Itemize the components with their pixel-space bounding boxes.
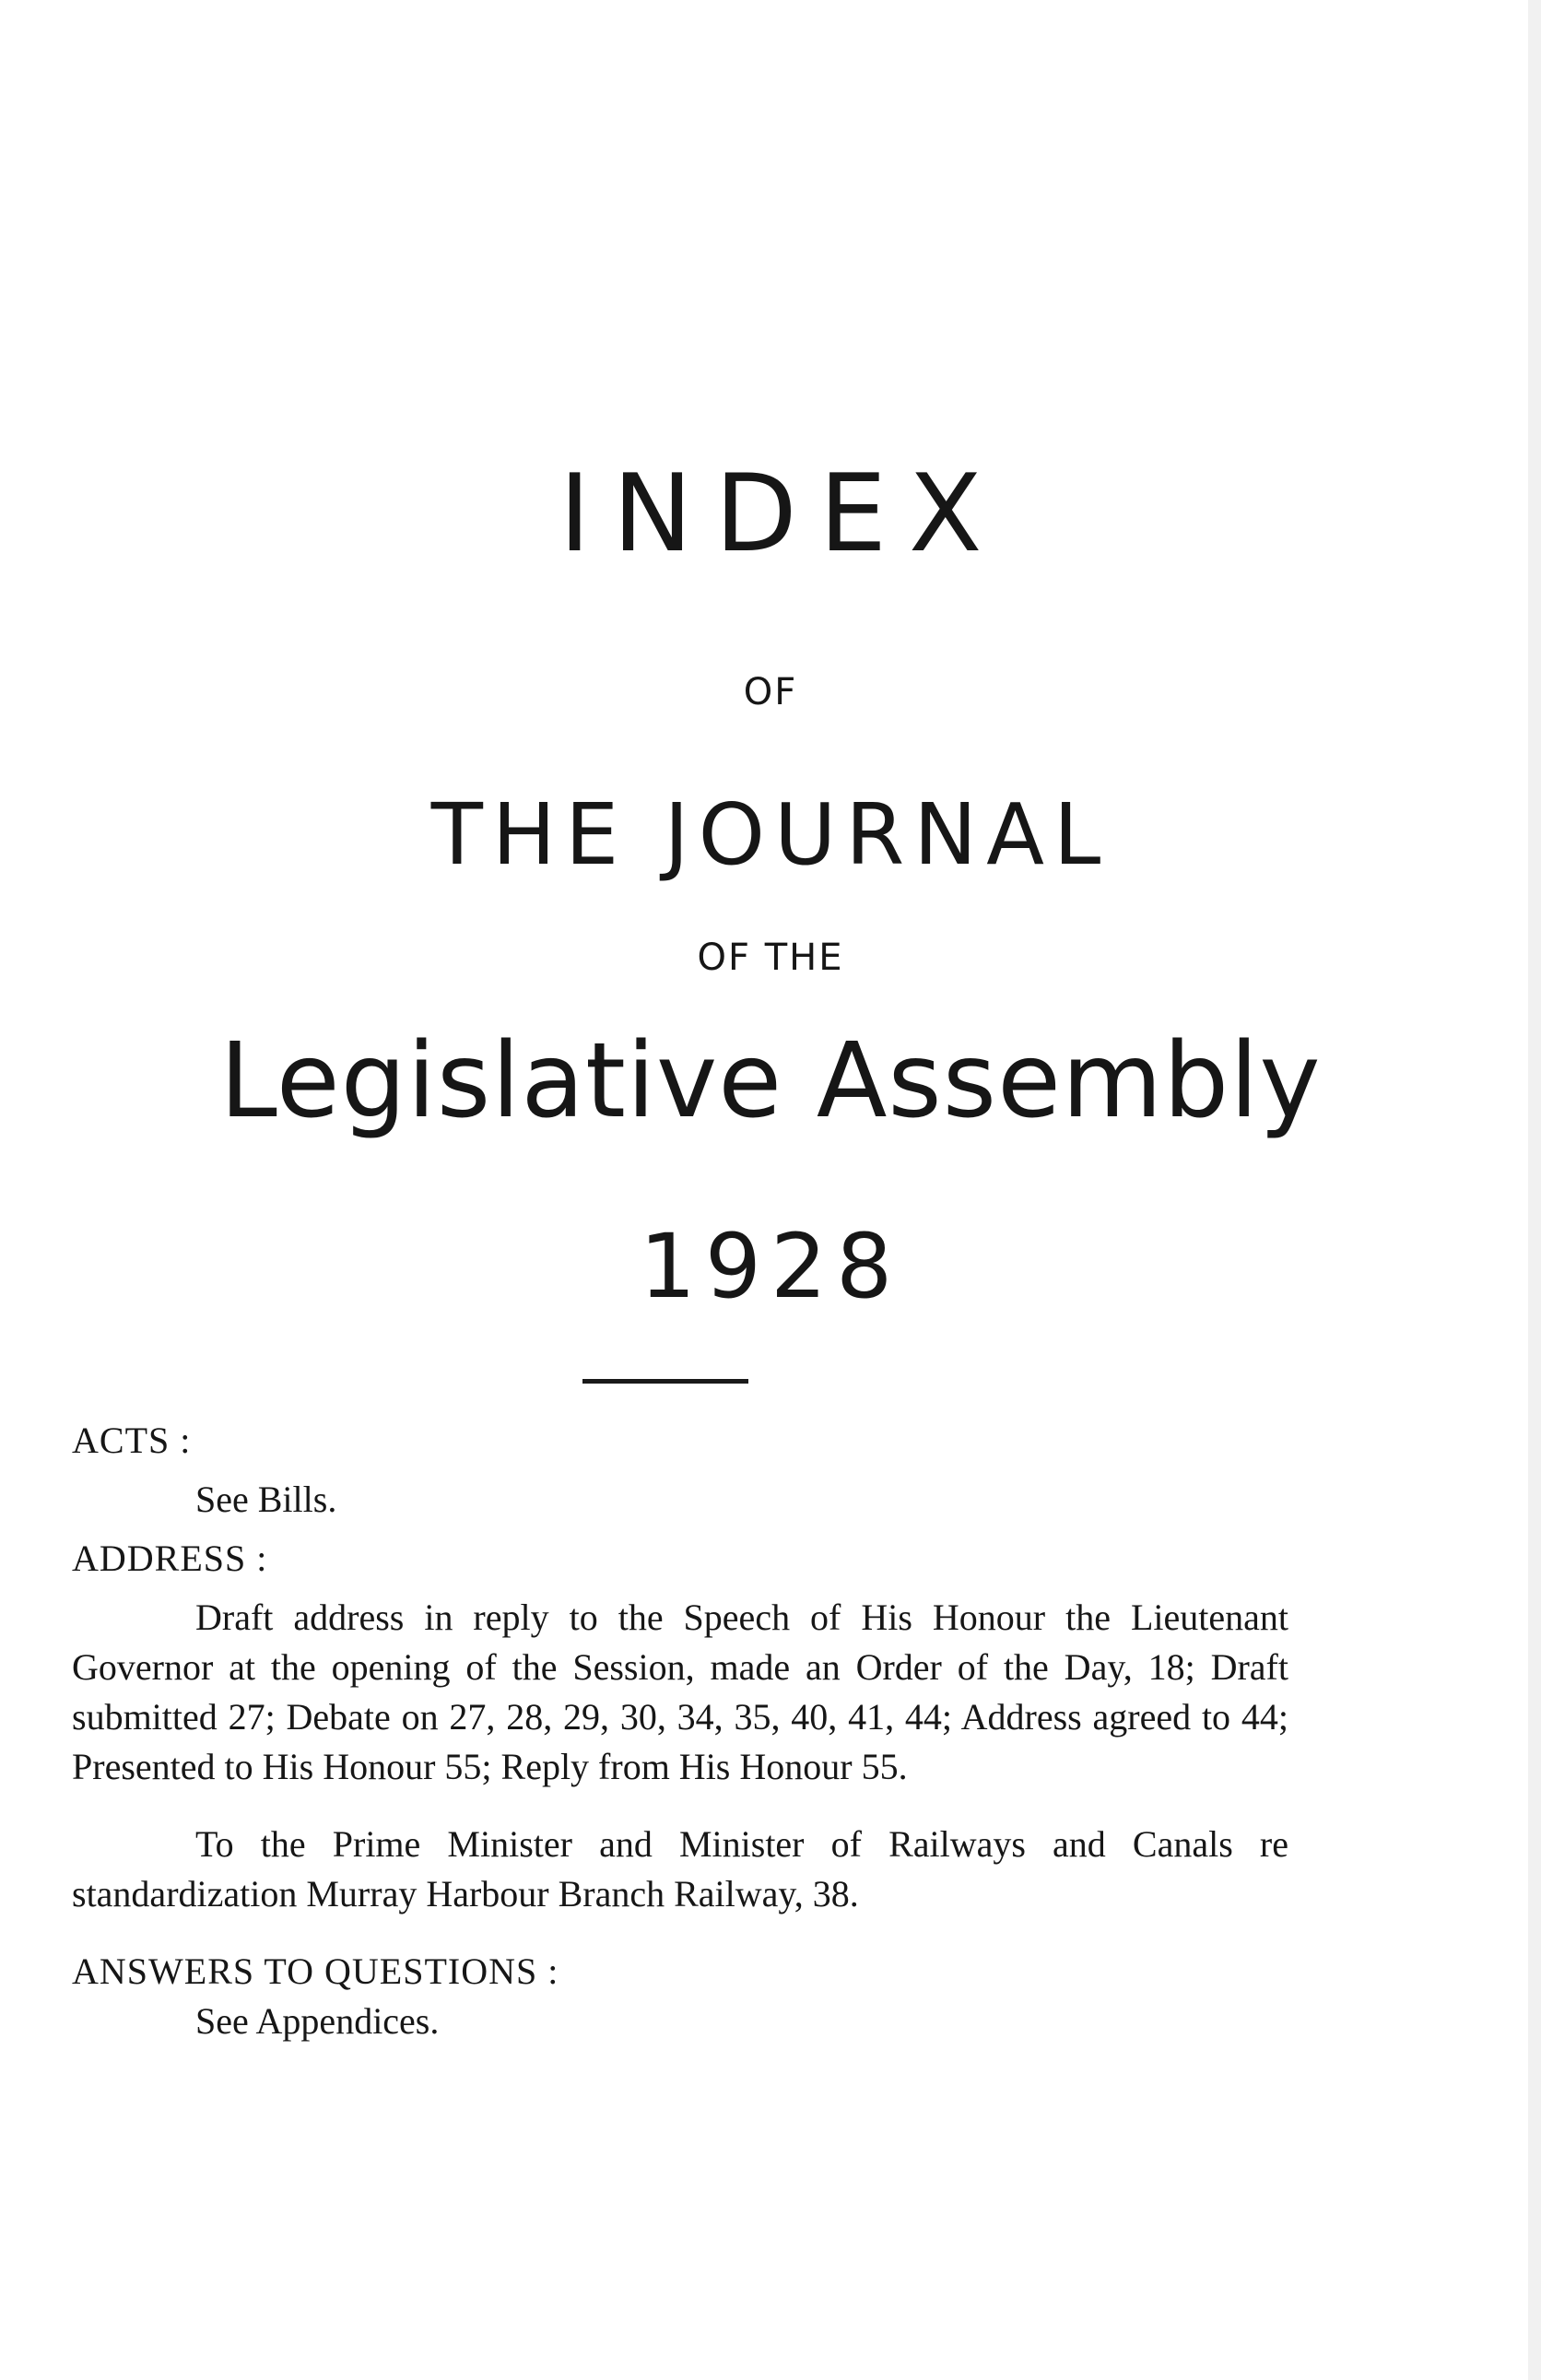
title-assembly: Legislative Assembly bbox=[219, 1021, 1322, 1141]
index-entries bbox=[72, 1416, 1288, 2046]
title-of-the: OF THE bbox=[697, 937, 844, 979]
title-of: OF bbox=[743, 671, 798, 713]
title-year: 1928 bbox=[639, 1215, 902, 1318]
heading-acts: ACTS : bbox=[72, 1420, 192, 1461]
heading-answers-to-questions: ANSWERS TO QUESTIONS : bbox=[72, 1950, 559, 1992]
title-index: INDEX bbox=[559, 452, 1005, 576]
page-edge bbox=[1528, 0, 1541, 2380]
spacer bbox=[72, 1584, 1288, 1593]
spacer bbox=[72, 1466, 1288, 1475]
address-paragraph-draft: Draft address in reply to the Speech of His Honour the Lieutenant Governor at the opening of the Session, made an Order of the Day, 18; Draft submitted 27; Debate on 27, 28, 29, 30, 34, 35, 40, 41, 44; Address agreed to 44; Presented to His Honour 55; Reply from His Honour 55. bbox=[72, 1596, 1288, 1787]
heading-address: ADDRESS : bbox=[72, 1538, 268, 1579]
title-journal: THE JOURNAL bbox=[430, 785, 1111, 884]
address-paragraph-prime-minister: To the Prime Minister and Minister of Railways and Canals re standardization Murray Harbour Branch Railway, 38. bbox=[72, 1823, 1288, 1915]
acts-see-reference: See Bills. bbox=[195, 1479, 337, 1520]
spacer bbox=[72, 1525, 1288, 1534]
answers-see-reference: See Appendices. bbox=[195, 2000, 440, 2042]
title-divider bbox=[582, 1379, 748, 1384]
spacer bbox=[72, 1792, 1288, 1820]
spacer bbox=[72, 1919, 1288, 1947]
